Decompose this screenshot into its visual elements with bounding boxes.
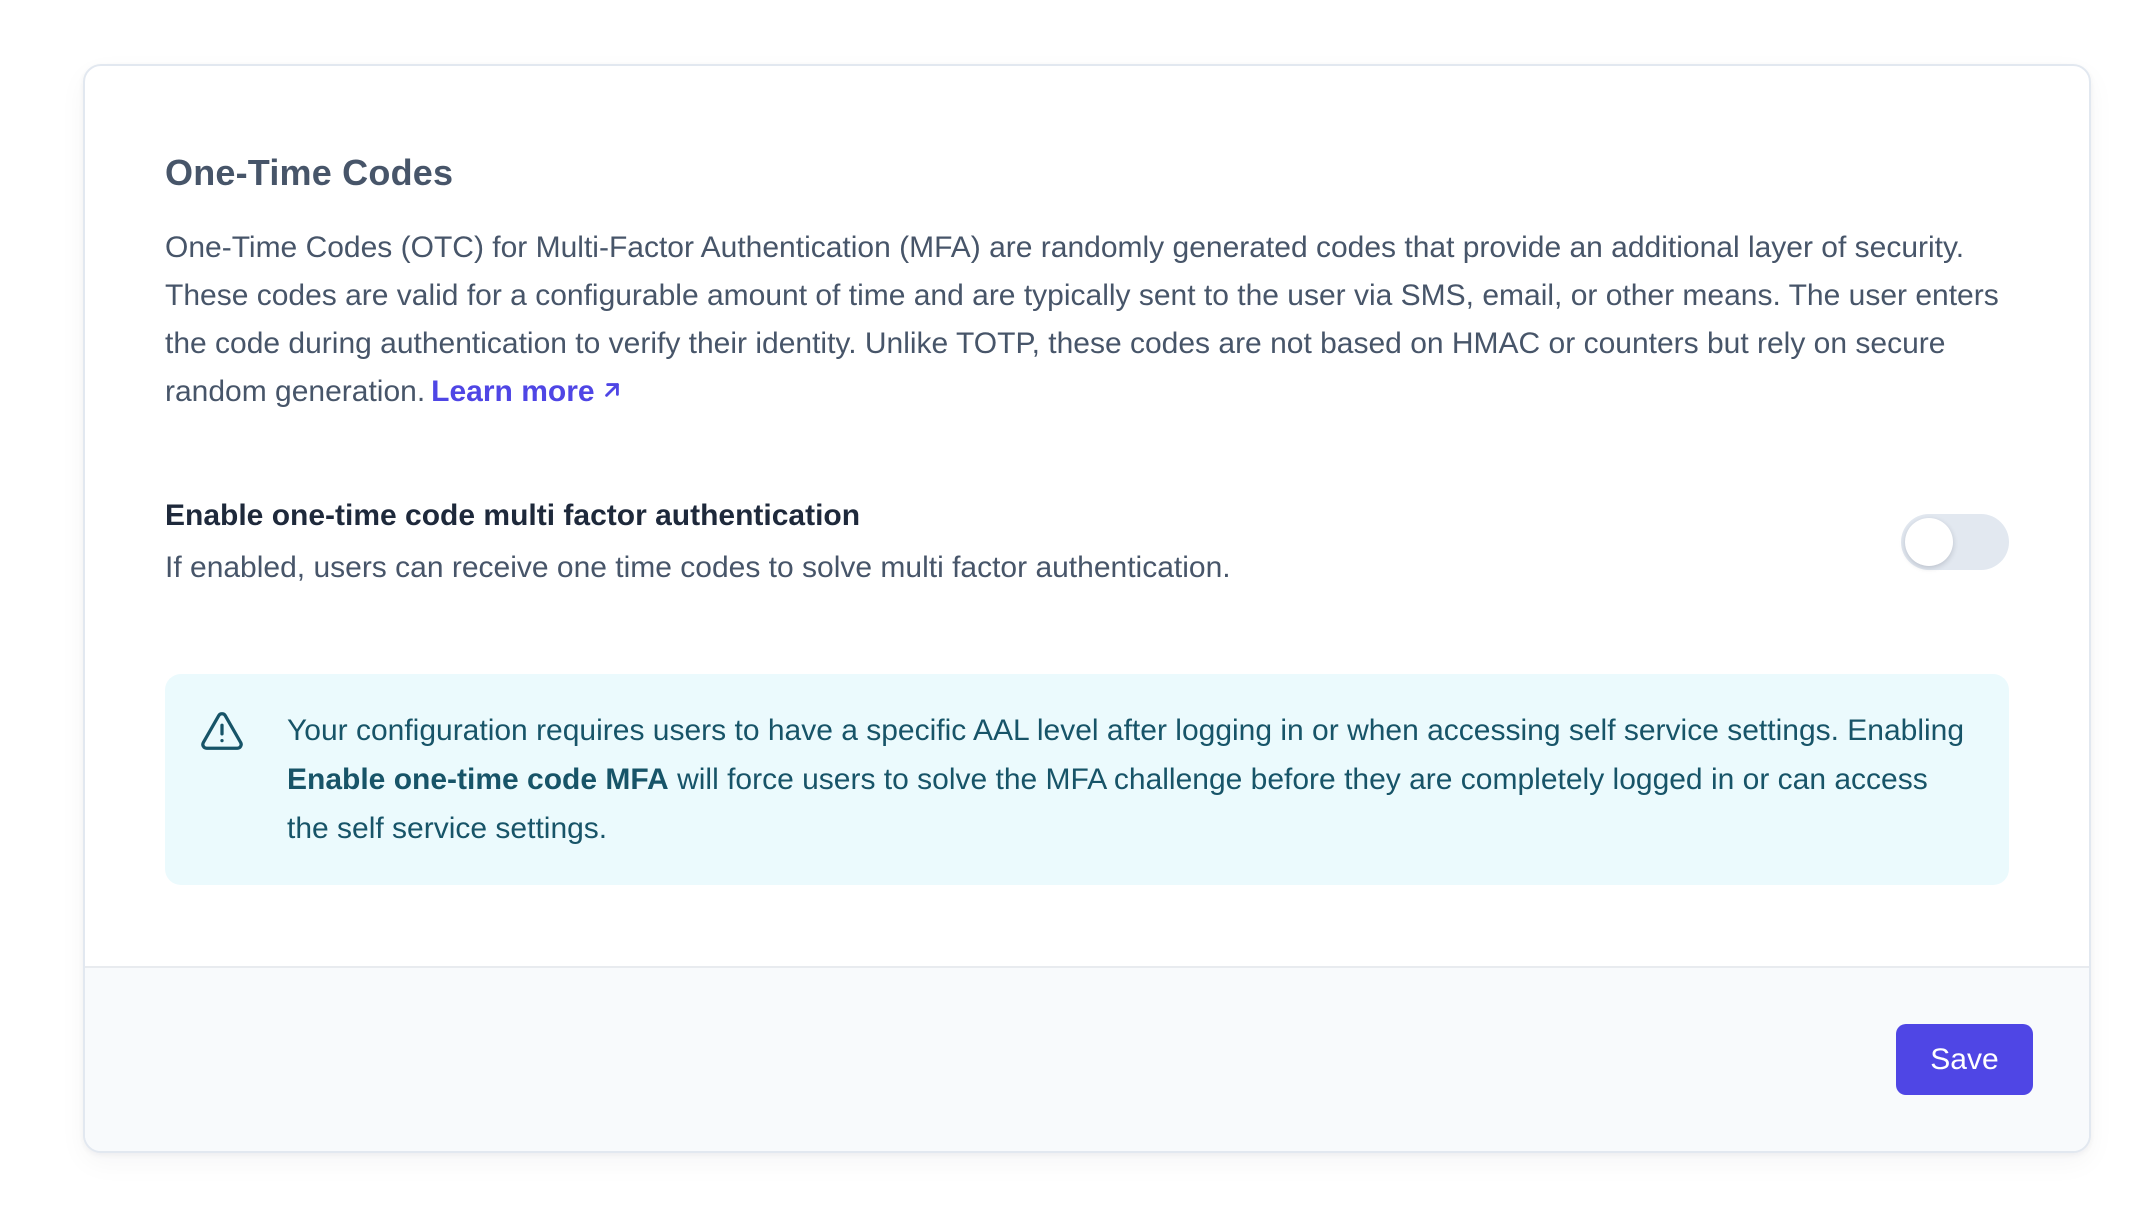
otc-toggle-switch[interactable]: [1901, 514, 2009, 570]
external-link-arrow-icon: [599, 377, 625, 403]
otc-setting-row: [165, 496, 2009, 588]
warning-triangle-icon: [199, 708, 245, 754]
otc-setting-texts: [165, 496, 1231, 588]
warning-text-before: Your configuration requires users to have a specific AAL level after logging in or when accessing self service settings. Enabling: [287, 714, 1965, 747]
card-footer: [85, 966, 2089, 1151]
learn-more-label: Learn more: [431, 375, 595, 408]
save-button[interactable]: Save: [1896, 1024, 2033, 1095]
description-body: One-Time Codes (OTC) for Multi-Factor Authentication (MFA) are randomly generated codes that provide an additional layer of security. These codes are valid for a configurable amount of time and are typically sent to the user via SMS, email, or other means. The user enters the code during authentication to verify their identity. Unlike TOTP, these codes are not based on HMAC or counters but rely on secure random generation.: [165, 231, 1999, 408]
otc-setting-help: If enabled, users can receive one time codes to solve multi factor authentication.: [165, 551, 1231, 584]
warning-text-bold: Enable one-time code MFA: [287, 763, 669, 796]
learn-more-link[interactable]: [431, 375, 624, 408]
toggle-knob: [1905, 518, 1953, 566]
card-body: [85, 66, 2089, 966]
description-text: [165, 224, 2009, 416]
aal-warning-banner: [165, 674, 2009, 885]
one-time-codes-card: [83, 64, 2091, 1153]
otc-setting-label: Enable one-time code multi factor authentication: [165, 499, 861, 532]
warning-text-after: will force users to solve the MFA challenge before they are completely logged in or can access the self service settings.: [287, 763, 1928, 845]
page-title: One-Time Codes: [165, 152, 454, 193]
warning-text: [287, 706, 1969, 853]
